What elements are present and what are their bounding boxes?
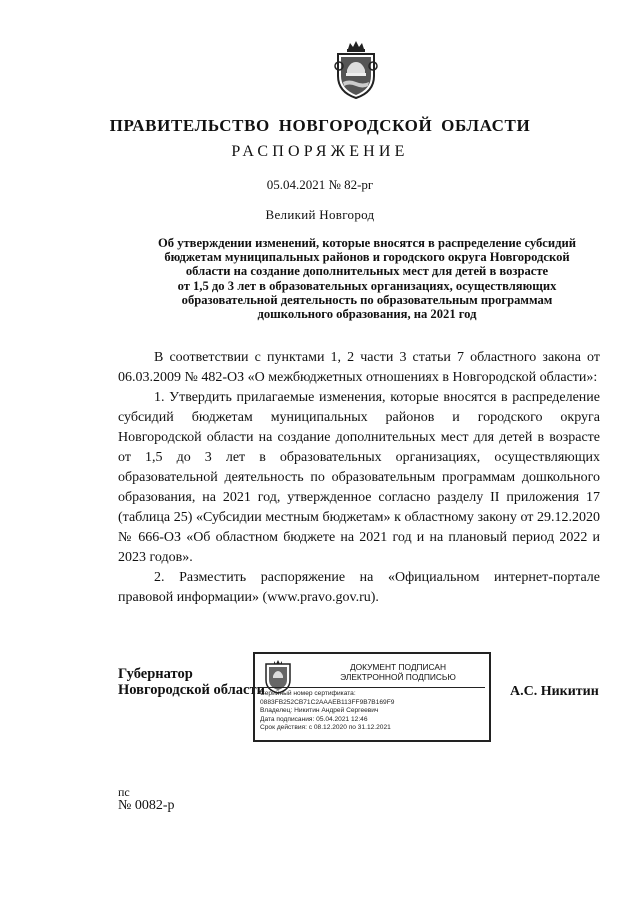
coat-of-arms-icon [330,40,382,100]
subject-line: дошкольного образования, на 2021 год [257,307,477,322]
stamp-divider [259,687,485,688]
document-date-number: 05.04.2021 № 82-рг [266,177,374,192]
position-line: Новгородской области [118,682,265,698]
stamp-detail-line: Серийный номер сертификата: [260,690,356,697]
document-body [118,348,600,608]
stamp-details [260,690,394,733]
body-paragraph: 1. Утвердить прилагаемые изменения, которые вносятся в распределение субсидий бюджетам муниципальных районов и городского округа Новгородской области на создание дополнительных мест для детей в возрасте от 1,5 до 3 лет в образовательных организациях, осуществляющих образовательной деятельность по образовательным программам дошкольного образования, на 2021 год, утвержденное согласно разделу II приложения 17 (таблица 25) «Субсидии местным бюджетам» к областному закону от 29.12.2020 № 666-ОЗ «Об областном бюджете на 2021 год и на плановый период 2022 и 2023 годов». [118,390,600,565]
subject-line: бюджетам муниципальных районов и городского округа Новгородской [164,250,570,265]
organization-name: ПРАВИТЕЛЬСТВО НОВГОРОДСКОЙ ОБЛАСТИ [109,116,531,135]
signature-emblem-icon [263,660,293,694]
signatory-name: А.С. Никитин [510,684,599,699]
electronic-signature-stamp [253,652,491,742]
document-type: РАСПОРЯЖЕНИЕ [231,143,409,160]
signatory-position [118,666,265,698]
body-paragraph: В соответствии с пунктами 1, 2 части 3 статьи 7 областного закона от 06.03.2009 № 482-ОЗ «О межбюджетных отношениях в Новгородской области»: [118,350,600,385]
stamp-detail-line: Срок действия: с 08.12.2020 по 31.12.2021 [260,724,391,732]
subject-line: области на создание дополнительных мест для детей в возрасте [185,264,549,279]
stamp-heading [313,662,483,682]
document-subject [112,236,622,321]
stamp-heading-line: ДОКУМЕНТ ПОДПИСАН [349,662,447,672]
subject-line: образовательной деятельность по образовательным программам [181,292,553,307]
registry-number: № 0082-р [118,798,175,813]
stamp-detail-line: Владелец: Никитин Андрей Сергеевич [260,707,379,715]
position-line: Губернатор [118,666,193,682]
stamp-heading-line: ЭЛЕКТРОННОЙ ПОДПИСЬЮ [340,672,456,682]
subject-line: Об утверждении изменений, которые вносятся в распределение субсидий [157,236,577,250]
stamp-detail-line: 0883FB252CB71C2AAAEB113FF9B7B169F9 [260,698,395,706]
executor-initials: пс [118,785,130,799]
stamp-detail-line: Дата подписания: 05.04.2021 12:46 [260,715,368,723]
document-footer [118,786,175,812]
body-paragraph: 2. Разместить распоряжение на «Официальном интернет-портале правовой информации» (www.pravo.gov.ru). [118,570,600,605]
subject-line: от 1,5 до 3 лет в образовательных организациях, осуществляющих [177,278,557,293]
document-city: Великий Новгород [265,207,375,222]
